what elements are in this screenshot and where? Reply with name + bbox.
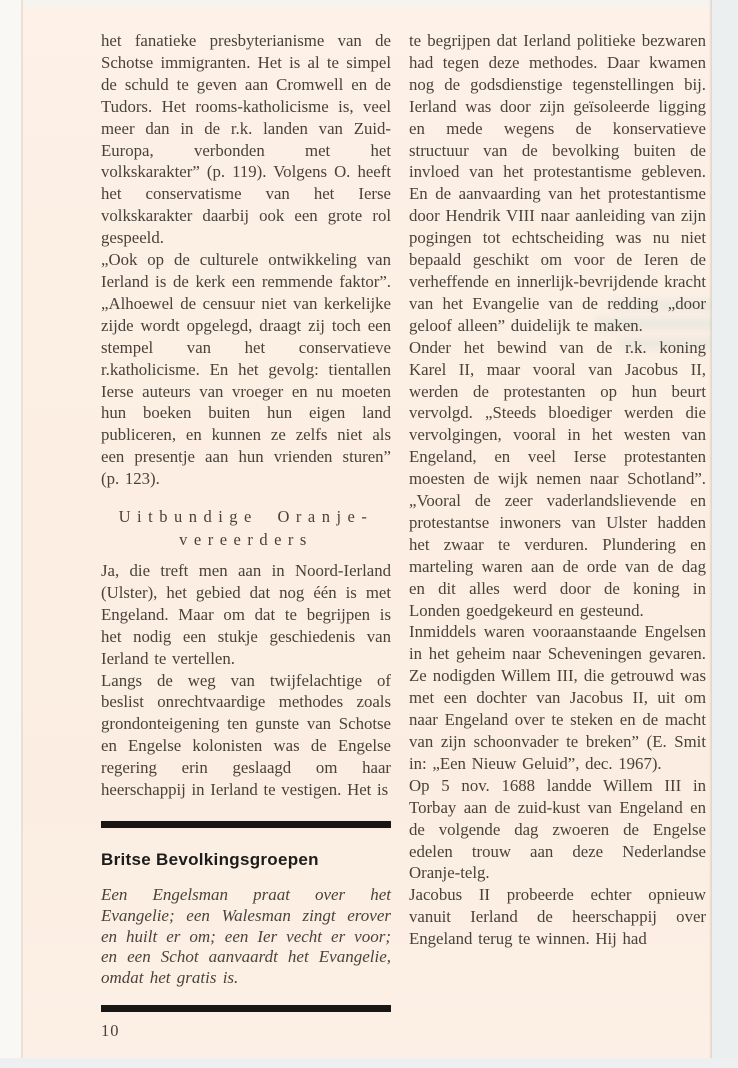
- divider-rule-bottom: [101, 1005, 391, 1012]
- section-heading: [101, 505, 391, 551]
- section-heading-line1: Uitbundige Oranje-: [118, 507, 374, 527]
- page-number: 10: [101, 1020, 120, 1040]
- page-edge-left: [0, 0, 23, 1068]
- left-column: [101, 30, 391, 1041]
- paragraph: Onder het bewind van de r.k. koning Karel II, maar vooral van Jacobus II, werden de protestanten op hun beurt vervolgd. „Steeds bloediger werden die vervolgingen, vooral in het westen van Engeland, en veel Ierse protestanten moesten de wijk nemen naar Schotland”. „Vooral de zeer vaderlandslievende en protestantse inwoners van Ulster hadden het zwaar te verduren. Plundering en marteling waren aan de orde van de dag en dit alles werd door de koning in Londen goedgekeurd en gesteund.: [409, 337, 706, 620]
- page-edge-right: [712, 0, 738, 1068]
- feature-box: [101, 821, 391, 1041]
- feature-box-title: Britse Bevolkingsgroepen: [101, 850, 319, 869]
- page-edge-top: [0, 0, 738, 7]
- section-heading-line2: vereerders: [179, 530, 313, 550]
- paragraph: Op 5 nov. 1688 landde Willem III in Torbay aan de zuid-kust van Engeland en de volgende dag zwoeren de Engelse edelen trouw aan deze Nederlandse Oranje-telg.: [409, 775, 706, 883]
- paragraph: „Ook op de culturele ontwikkeling van Ierland is de kerk een remmende faktor”. „Alhoewel de censuur niet van kerkelijke zijde wordt opgelegd, draagt zij toch een stempel van het conservatieve r.katholicisme. En het gevolg: tientallen Ierse auteurs van vroeger en nu moeten hun boeken buiten hun eigen land publiceren, en kunnen ze zelfs niet als een presentje aan hun vrienden sturen” (p. 123).: [101, 250, 391, 489]
- feature-box-quote: Een Engelsman praat over het Evangelie; een Walesman zingt erover en huilt er om; een Ier vecht er voor; en een Schot aanvaardt het Evangelie, omdat het gratis is.: [101, 885, 391, 988]
- paragraph: Langs de weg van twijfelachtige of beslist onrechtvaardige methodes zoals grondonteigening ten gunste van Schotse en Engelse kolonisten was de Engelse regering erin geslaagd om haar heerschappij in Ierland te vestigen. Het is: [101, 670, 391, 800]
- paragraph: Inmiddels waren vooraanstaande Engelsen in het geheim naar Scheveningen gevaren. Ze nodigden Willem III, die getrouwd was met een dochter van Jacobus II, uit om naar Engeland over te steken en de macht van zijn schoonvader te breken” (E. Smit in: „Een Nieuw Geluid”, dec. 1967).: [409, 622, 706, 773]
- paragraph: Ja, die treft men aan in Noord-Ierland (Ulster), het gebied dat nog één is met Engeland. Maar om dat te begrijpen is het nodig een stukje geschiedenis van Ierland te vertellen.: [101, 561, 391, 668]
- paragraph: te begrijpen dat Ierland politieke bezwaren had tegen deze methodes. Daar kwamen nog de godsdienstige tegenstellingen bij. Ierland was door zijn geïsoleerde ligging en mede wegens de konservatieve structuur van de bevolking buiten de invloed van het protestantisme gebleven. En de aanvaarding van het protestantisme door Hendrik VIII naar aanleiding van zijn pogingen tot echtscheiding was nu niet bepaald geschikt om voor de Ieren de verheffende en innerlijk-bevrijdende kracht van het Evangelie van de redding „door geloof alleen” duidelijk te maken.: [409, 31, 706, 335]
- divider-rule-top: [101, 821, 391, 828]
- right-column: [409, 30, 706, 950]
- paragraph: het fanatieke presbyterianisme van de Schotse immigranten. Het is al te simpel de schuld te geven aan Cromwell en de Tudors. Het rooms-katholicisme is, veel meer dan in de r.k. landen van Zuid-Europa, verbonden met het volkskarakter” (p. 119). Volgens O. heeft het conservatisme van het Ierse volkskarakter daarbij ook een grote rol gespeeld.: [101, 31, 391, 248]
- page-edge-bottom: [0, 1058, 738, 1068]
- paragraph: Jacobus II probeerde echter opnieuw vanuit Ierland de heerschappij over Engeland terug te winnen. Hij had: [409, 885, 706, 949]
